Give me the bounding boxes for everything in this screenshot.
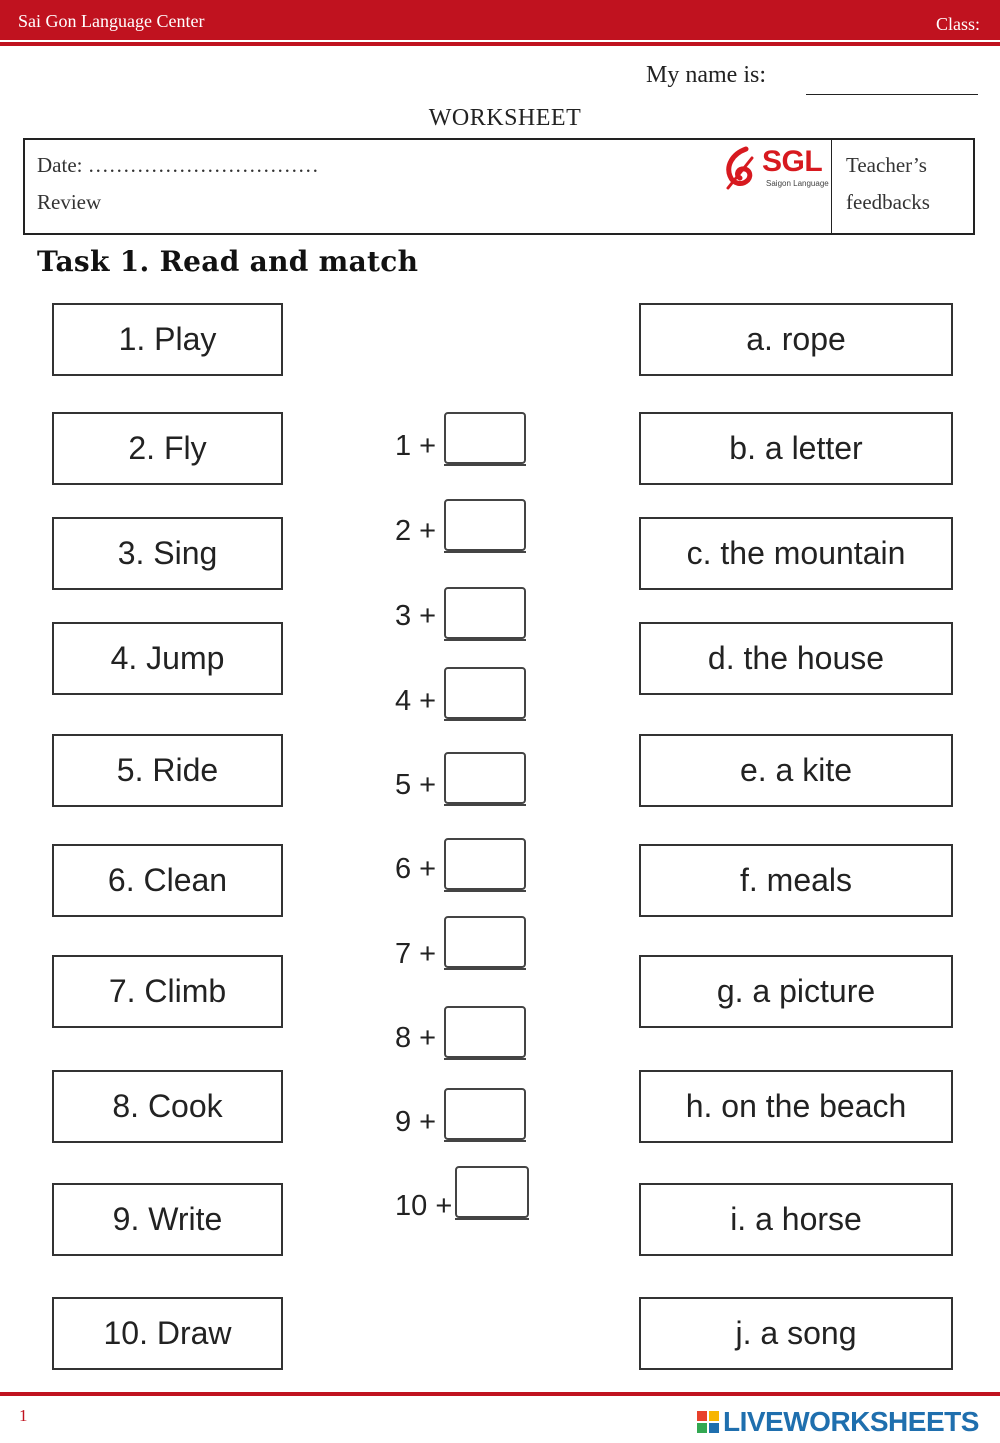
object-card: g. a picture bbox=[639, 955, 953, 1028]
verb-card: 7. Climb bbox=[52, 955, 283, 1028]
brand-text: LIVEWORKSHEETS bbox=[723, 1406, 979, 1437]
answer-underline bbox=[444, 464, 526, 466]
answer-underline bbox=[444, 719, 526, 721]
liveworksheets-icon bbox=[697, 1411, 719, 1433]
answer-underline bbox=[444, 968, 526, 970]
answer-number-label: 9 + bbox=[395, 1106, 437, 1138]
answer-input-box[interactable] bbox=[444, 587, 526, 639]
liveworksheets-brand bbox=[697, 1402, 979, 1442]
sgl-logo-mark-icon bbox=[722, 146, 758, 192]
answer-number-label: 2 + bbox=[395, 515, 437, 547]
my-name-label: My name is: bbox=[646, 62, 766, 88]
answer-underline bbox=[444, 551, 526, 553]
header-divider bbox=[0, 42, 1000, 46]
feedback-label-line2: feedbacks bbox=[846, 190, 930, 214]
worksheet-title: WORKSHEET bbox=[428, 105, 582, 131]
logo-subtitle: Saigon Language bbox=[766, 179, 829, 188]
verb-card: 10. Draw bbox=[52, 1297, 283, 1370]
answer-input-box[interactable] bbox=[444, 1006, 526, 1058]
footer-divider bbox=[0, 1392, 1000, 1396]
verb-card: 2. Fly bbox=[52, 412, 283, 485]
answer-number-label: 5 + bbox=[395, 769, 437, 801]
answer-underline bbox=[455, 1218, 529, 1220]
answer-number-label: 7 + bbox=[395, 938, 437, 970]
answer-underline bbox=[444, 890, 526, 892]
object-card: b. a letter bbox=[639, 412, 953, 485]
object-card: e. a kite bbox=[639, 734, 953, 807]
answer-input-box[interactable] bbox=[444, 1088, 526, 1140]
verb-card: 6. Clean bbox=[52, 844, 283, 917]
verb-card: 1. Play bbox=[52, 303, 283, 376]
class-label: Class: bbox=[935, 14, 980, 34]
answer-underline bbox=[444, 1058, 526, 1060]
answer-input-box[interactable] bbox=[444, 752, 526, 804]
answer-input-box[interactable] bbox=[444, 499, 526, 551]
object-card: f. meals bbox=[639, 844, 953, 917]
answer-number-label: 1 + bbox=[395, 430, 437, 462]
answer-underline bbox=[444, 804, 526, 806]
page-number: 1 bbox=[19, 1406, 28, 1425]
answer-underline bbox=[444, 1140, 526, 1142]
answer-input-box[interactable] bbox=[444, 412, 526, 464]
answer-number-label: 3 + bbox=[395, 600, 437, 632]
object-card: i. a horse bbox=[639, 1183, 953, 1256]
object-card: j. a song bbox=[639, 1297, 953, 1370]
verb-card: 3. Sing bbox=[52, 517, 283, 590]
answer-underline bbox=[444, 639, 526, 641]
verb-card: 8. Cook bbox=[52, 1070, 283, 1143]
object-card: d. the house bbox=[639, 622, 953, 695]
answer-number-label: 4 + bbox=[395, 685, 437, 717]
verb-card: 9. Write bbox=[52, 1183, 283, 1256]
answer-number-label: 6 + bbox=[395, 853, 437, 885]
sgl-logo bbox=[722, 146, 828, 192]
verb-card: 4. Jump bbox=[52, 622, 283, 695]
review-label: Review bbox=[37, 190, 102, 214]
feedback-label-line1: Teacher’s bbox=[846, 153, 927, 177]
task-title: Task 1. Read and match bbox=[37, 245, 419, 278]
center-name: Sai Gon Language Center bbox=[18, 11, 205, 31]
date-field: Date: …………………………… bbox=[37, 153, 319, 177]
answer-number-label: 8 + bbox=[395, 1022, 437, 1054]
logo-text: SGL bbox=[762, 145, 823, 178]
answer-input-box[interactable] bbox=[455, 1166, 529, 1218]
answer-input-box[interactable] bbox=[444, 838, 526, 890]
answer-number-label: 10 + bbox=[395, 1190, 453, 1222]
answer-input-box[interactable] bbox=[444, 916, 526, 968]
verb-card: 5. Ride bbox=[52, 734, 283, 807]
name-underline bbox=[806, 94, 978, 95]
object-card: h. on the beach bbox=[639, 1070, 953, 1143]
answer-input-box[interactable] bbox=[444, 667, 526, 719]
object-card: a. rope bbox=[639, 303, 953, 376]
info-divider bbox=[831, 138, 832, 235]
object-card: c. the mountain bbox=[639, 517, 953, 590]
